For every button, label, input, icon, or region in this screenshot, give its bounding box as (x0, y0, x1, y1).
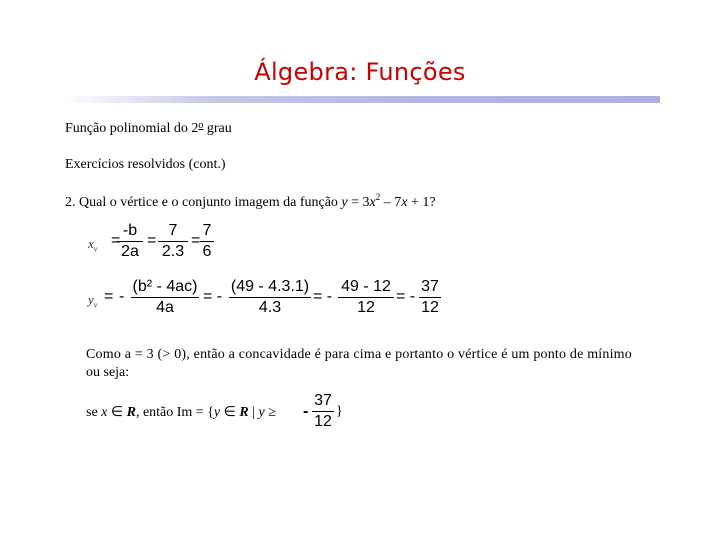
ordinal-indicator: o (198, 120, 204, 131)
yv-var-letter: y (88, 292, 94, 307)
fraction-bar (229, 297, 311, 298)
subtitle-text: Exercícios resolvidos (cont.) (65, 157, 226, 172)
image-ge: ≥ (264, 405, 276, 420)
image-y2: y (258, 405, 265, 420)
fraction-bar (158, 241, 188, 242)
xv-var-sub: v (93, 244, 98, 254)
image-R: R (126, 405, 136, 420)
image-den: 12 (314, 413, 332, 430)
yv-fraction-3 (338, 278, 394, 317)
image-set-statement (86, 404, 276, 421)
image-minus: - (303, 403, 309, 420)
image-in2: ∈ (220, 405, 240, 420)
yv-fraction-2 (229, 278, 311, 317)
image-prefix: se (86, 405, 102, 420)
yv-f2-den: 4.3 (258, 299, 282, 316)
image-bar: | (248, 405, 259, 420)
question-x1: x (369, 195, 376, 210)
question-exp: 2 (375, 192, 381, 202)
image-y: y (213, 405, 221, 420)
yv-f3-den: 12 (357, 299, 375, 316)
conclusion-line-1: Como a = 3 (> 0), então a concavidade é para cima e portanto o vértice é um ponto de mínimo (86, 347, 632, 362)
section-text: Função polinomial do 2 (65, 121, 199, 136)
yv-f4-den: 12 (421, 299, 439, 316)
yv-eq-sign: = (104, 288, 114, 305)
yv-f4-num: 37 (421, 278, 439, 295)
question-end: + 1? (407, 195, 436, 210)
section-heading (65, 120, 232, 137)
yv-f1-den: 4a (156, 299, 174, 316)
yv-sign-2: = - (203, 288, 223, 305)
section-tail: grau (203, 121, 232, 136)
fraction-bar (131, 297, 199, 298)
fraction-bar (312, 411, 334, 412)
yv-variable (88, 292, 97, 310)
xv-f3-num: 7 (202, 222, 212, 239)
question-y: y (341, 195, 348, 210)
image-fraction (312, 392, 334, 431)
image-R2: R (239, 405, 249, 420)
yv-sign-4: = - (396, 288, 416, 305)
yv-sign-3: = - (313, 288, 333, 305)
fraction-bar (419, 297, 441, 298)
yv-f2-num: (49 - 4.3.1) (230, 278, 310, 295)
xv-sign-2: = (147, 232, 157, 249)
image-then: , então Im = { (135, 405, 214, 420)
xv-eq-sign: = (111, 232, 121, 249)
xv-f3-den: 6 (202, 243, 212, 260)
image-in: ∈ (107, 405, 127, 420)
title-underline-bar (60, 96, 660, 103)
xv-f2-den: 2.3 (161, 243, 185, 260)
fraction-bar (338, 297, 394, 298)
xv-fraction-2 (158, 222, 188, 261)
xv-fraction-3 (200, 222, 214, 261)
fraction-bar (117, 241, 143, 242)
xv-fraction-1 (117, 222, 143, 261)
yv-minus-1: - (119, 288, 125, 305)
image-x: x (101, 405, 108, 420)
yv-f1-num: (b² - 4ac) (132, 278, 198, 295)
yv-var-sub: v (93, 300, 98, 310)
xv-f1-den: 2a (121, 243, 139, 260)
xv-sign-3: = (191, 232, 201, 249)
xv-var-letter: x (88, 236, 94, 251)
yv-fraction-1 (131, 278, 199, 317)
conclusion-line-2: ou seja: (86, 365, 130, 380)
slide-title: Álgebra: Funções (254, 58, 466, 86)
question-eq: = 3 (347, 195, 370, 210)
xv-f2-num: 7 (168, 222, 178, 239)
image-num: 37 (314, 392, 332, 409)
question-text (65, 192, 436, 211)
question-prefix: 2. Qual o vértice e o conjunto imagem da função (65, 195, 342, 210)
xv-variable (88, 236, 97, 254)
xv-f1-num: -b (122, 222, 138, 239)
question-mid: – 7 (380, 195, 402, 210)
image-close-brace: } (336, 404, 343, 419)
yv-fraction-4 (419, 278, 441, 317)
fraction-bar (200, 241, 214, 242)
yv-f3-num: 49 - 12 (341, 278, 391, 295)
question-x2: x (401, 195, 408, 210)
